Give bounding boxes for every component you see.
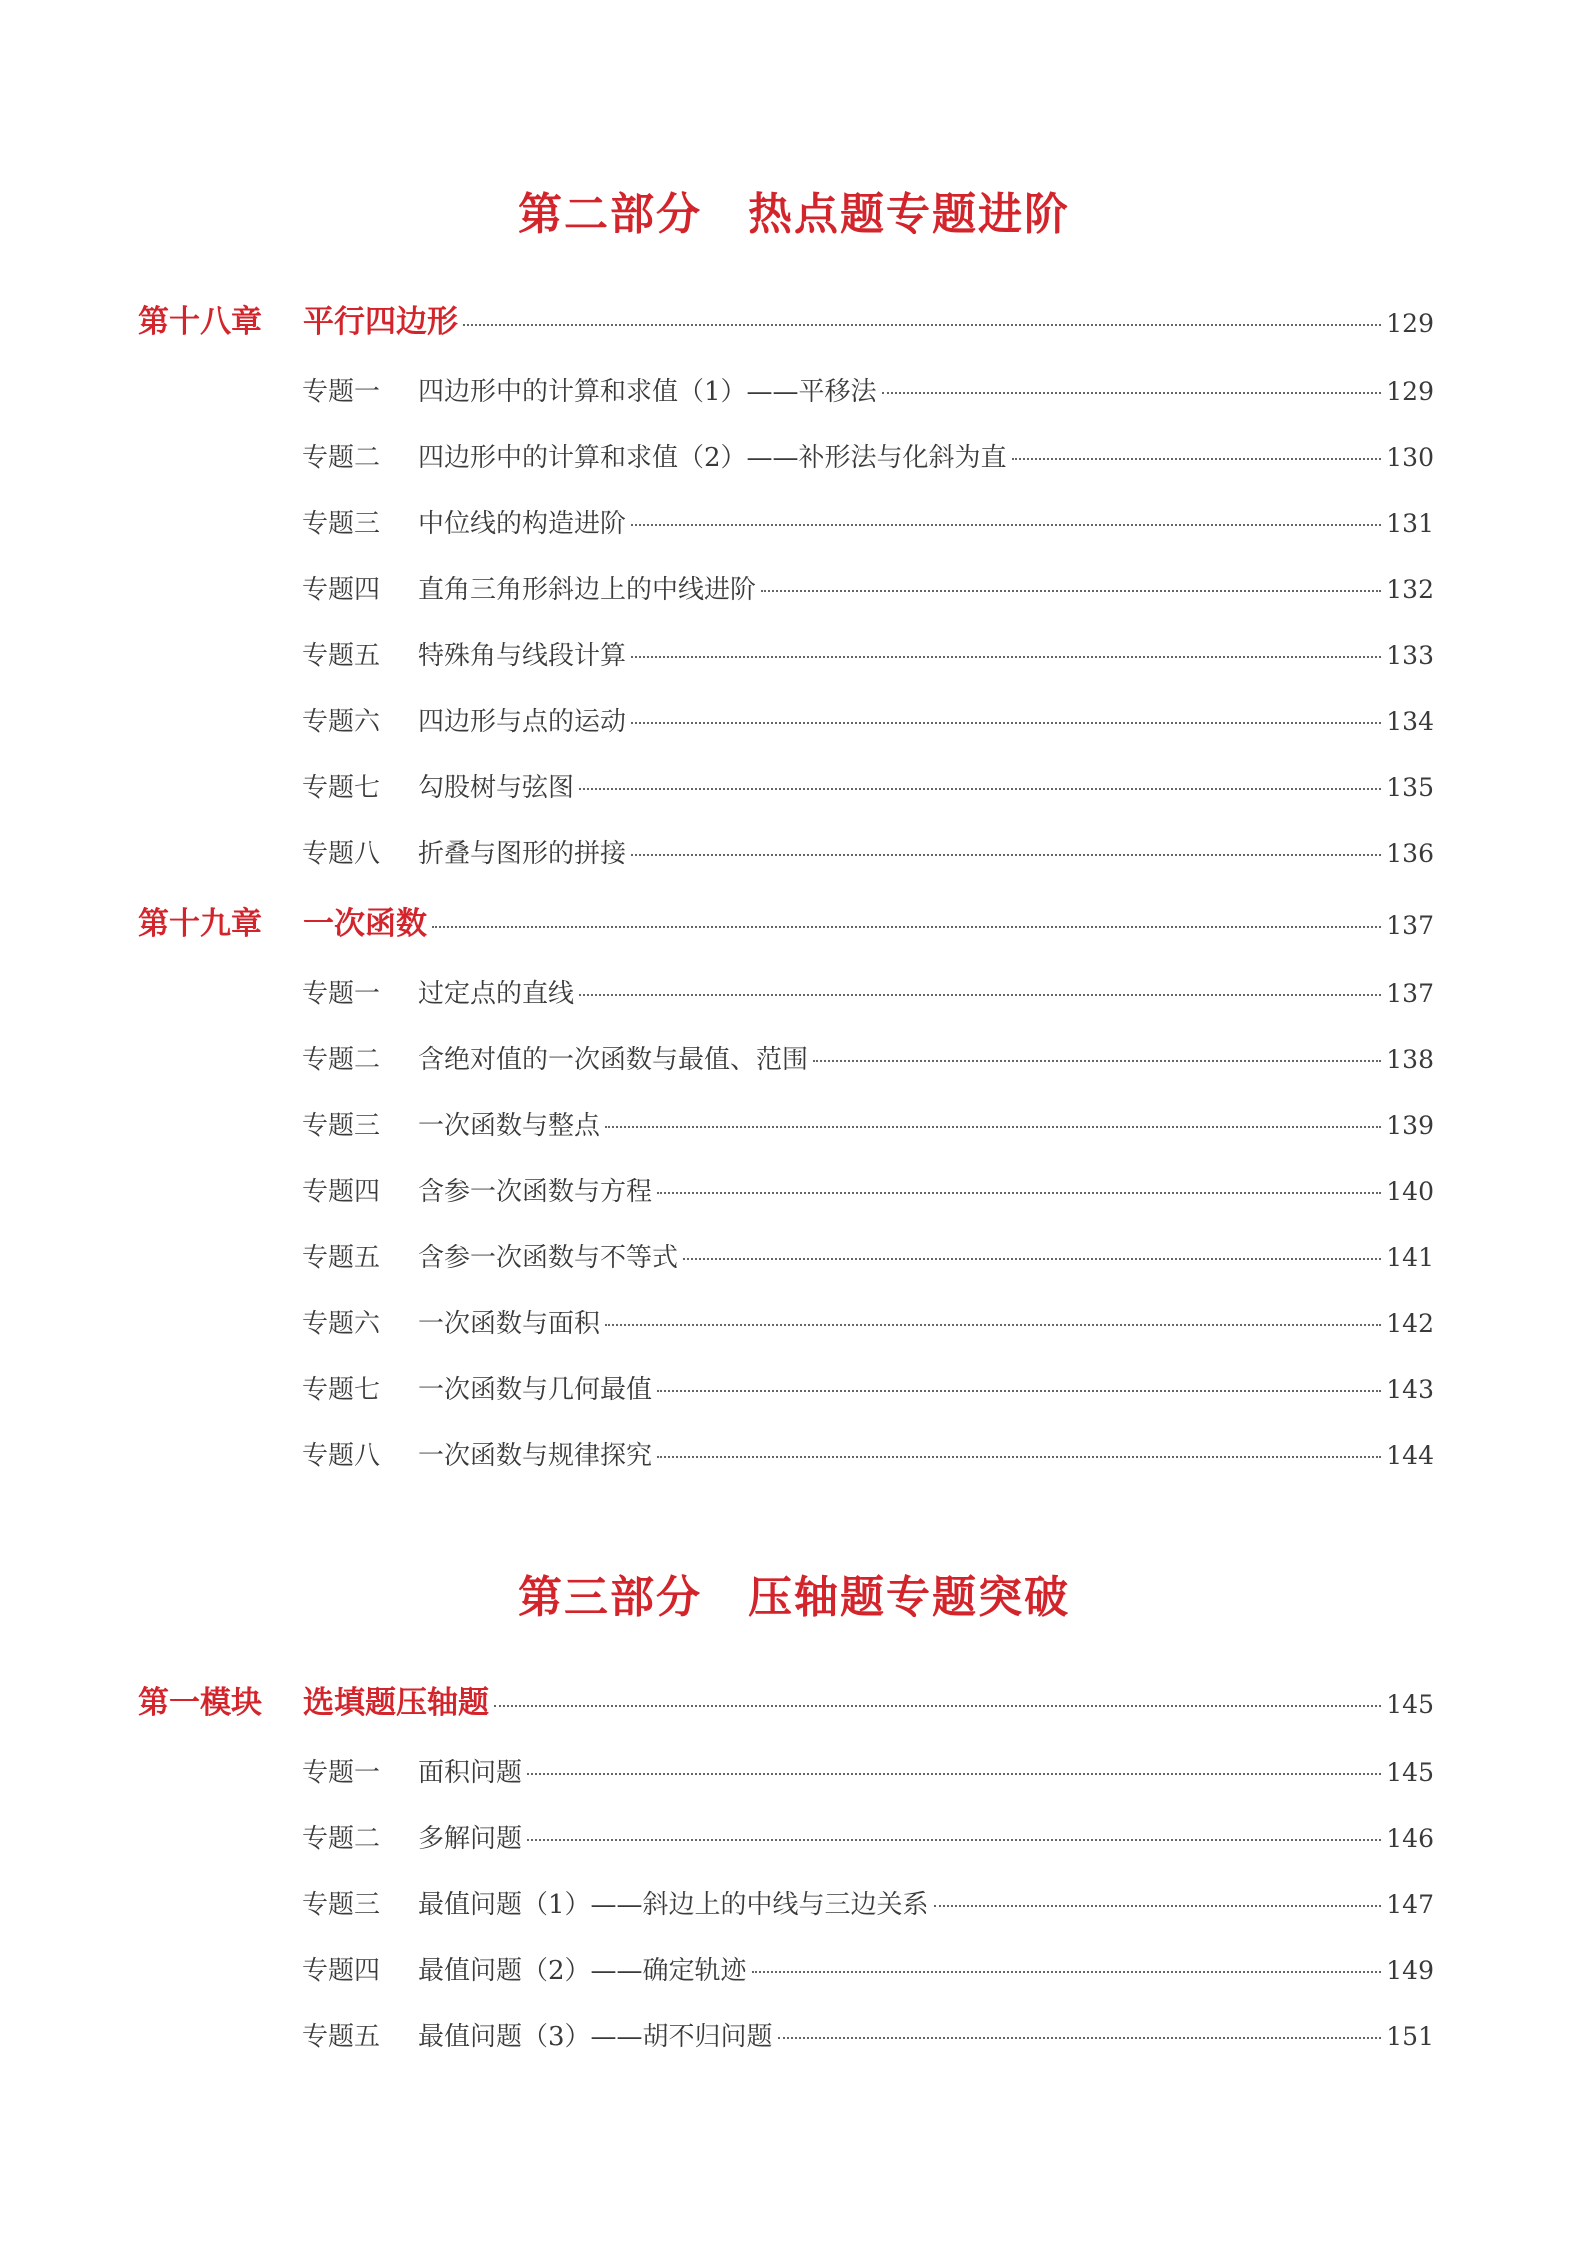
page-number: 143 (1386, 1375, 1434, 1404)
page-number: 137 (1386, 979, 1434, 1008)
topic-label: 专题八 (302, 1441, 381, 1471)
topic-title: 直角三角形斜边上的中线进阶 (418, 575, 757, 605)
chapter-label: 第十九章 (138, 906, 262, 942)
page-number: 130 (1386, 443, 1434, 472)
dot-leader (631, 722, 1381, 724)
topic-entry[interactable] (302, 1818, 1434, 1855)
topic-title: 中位线的构造进阶 (418, 509, 627, 539)
topic-entry[interactable] (302, 833, 1434, 870)
topic-title: 面积问题 (418, 1758, 523, 1788)
topic-title: 过定点的直线 (418, 979, 575, 1009)
dot-leader (934, 1905, 1382, 1907)
chapter-entry[interactable] (138, 296, 1434, 341)
topic-entry[interactable] (302, 1435, 1434, 1472)
dot-leader (579, 994, 1381, 996)
topic-label: 专题六 (302, 1309, 381, 1339)
topic-title: 四边形中的计算和求值（2）——补形法与化斜为直 (418, 443, 1007, 473)
dot-leader (657, 1390, 1381, 1392)
module-label: 第一模块 (138, 1685, 262, 1721)
topic-title: 含绝对值的一次函数与最值、范围 (418, 1045, 809, 1075)
dot-leader (752, 1971, 1382, 1973)
topic-entry[interactable] (302, 371, 1434, 408)
dot-leader (631, 656, 1381, 658)
page-number: 146 (1386, 1824, 1434, 1853)
topic-title: 四边形中的计算和求值（1）——平移法 (418, 377, 877, 407)
topic-label: 专题三 (302, 509, 381, 539)
page-number: 131 (1386, 509, 1434, 538)
dot-leader (882, 392, 1382, 394)
page-number: 138 (1386, 1045, 1434, 1074)
topic-label: 专题四 (302, 1956, 381, 1986)
topic-title: 最值问题（2）——确定轨迹 (418, 1956, 747, 1986)
topic-label: 专题五 (302, 2022, 381, 2052)
part-title: 第三部分 压轴题专题突破 (518, 1572, 1070, 1623)
topic-title: 勾股树与弦图 (418, 773, 575, 803)
topic-label: 专题五 (302, 641, 381, 671)
chapter-title: 一次函数 (303, 906, 427, 942)
topic-label: 专题七 (302, 1375, 381, 1405)
topic-label: 专题二 (302, 1824, 381, 1854)
topic-entry[interactable] (302, 973, 1434, 1010)
topic-title: 特殊角与线段计算 (418, 641, 627, 671)
topic-title: 一次函数与整点 (418, 1111, 601, 1141)
topic-label: 专题四 (302, 1177, 381, 1207)
topic-label: 专题三 (302, 1111, 381, 1141)
dot-leader (605, 1126, 1381, 1128)
dot-leader (778, 2037, 1382, 2039)
part-title: 第二部分 热点题专题进阶 (518, 189, 1070, 240)
topic-entry[interactable] (302, 1950, 1434, 1987)
page-number: 142 (1386, 1309, 1434, 1338)
topic-label: 专题五 (302, 1243, 381, 1273)
page-number: 144 (1386, 1441, 1434, 1470)
topic-entry[interactable] (302, 1303, 1434, 1340)
page-number: 132 (1386, 575, 1434, 604)
page-number: 149 (1386, 1956, 1434, 1985)
topic-title: 一次函数与面积 (418, 1309, 601, 1339)
page-number: 133 (1386, 641, 1434, 670)
dot-leader (657, 1456, 1381, 1458)
page-number: 135 (1386, 773, 1434, 802)
topic-entry[interactable] (302, 701, 1434, 738)
topic-entry[interactable] (302, 767, 1434, 804)
chapter-entry[interactable] (138, 1677, 1434, 1722)
page-number: 145 (1386, 1758, 1434, 1787)
topic-title: 最值问题（1）——斜边上的中线与三边关系 (418, 1890, 929, 1920)
topic-entry[interactable] (302, 1039, 1434, 1076)
chapter-title: 平行四边形 (303, 304, 458, 340)
dot-leader (683, 1258, 1381, 1260)
topic-label: 专题三 (302, 1890, 381, 1920)
dot-leader (1012, 458, 1382, 460)
chapter-label: 第十八章 (138, 304, 262, 340)
dot-leader (631, 524, 1381, 526)
dot-leader (813, 1060, 1381, 1062)
page-number: 139 (1386, 1111, 1434, 1140)
topic-entry[interactable] (302, 2016, 1434, 2053)
page-number: 140 (1386, 1177, 1434, 1206)
chapter-entry[interactable] (138, 898, 1434, 943)
topic-title: 四边形与点的运动 (418, 707, 627, 737)
dot-leader (631, 854, 1381, 856)
dot-leader (657, 1192, 1381, 1194)
topic-title: 含参一次函数与不等式 (418, 1243, 679, 1273)
topic-entry[interactable] (302, 1752, 1434, 1789)
topic-label: 专题一 (302, 377, 381, 407)
topic-label: 专题七 (302, 773, 381, 803)
page-number: 129 (1386, 309, 1434, 338)
dot-leader (527, 1773, 1381, 1775)
topic-label: 专题二 (302, 1045, 381, 1075)
topic-label: 专题一 (302, 979, 381, 1009)
topic-entry[interactable] (302, 569, 1434, 606)
topic-entry[interactable] (302, 635, 1434, 672)
topic-label: 专题八 (302, 839, 381, 869)
dot-leader (605, 1324, 1381, 1326)
topic-title: 含参一次函数与方程 (418, 1177, 653, 1207)
page-number: 147 (1386, 1890, 1434, 1919)
topic-label: 专题一 (302, 1758, 381, 1788)
dot-leader (761, 590, 1381, 592)
dot-leader (579, 788, 1381, 790)
topic-title: 最值问题（3）——胡不归问题 (418, 2022, 773, 2052)
dot-leader (527, 1839, 1381, 1841)
topic-label: 专题六 (302, 707, 381, 737)
module-title: 选填题压轴题 (303, 1685, 489, 1721)
page-number: 129 (1386, 377, 1434, 406)
topic-entry[interactable] (302, 503, 1434, 540)
dot-leader (463, 324, 1381, 326)
dot-leader (494, 1705, 1381, 1707)
page-number: 141 (1386, 1243, 1434, 1272)
page-number: 136 (1386, 839, 1434, 868)
page-number: 134 (1386, 707, 1434, 736)
page-number: 145 (1386, 1690, 1434, 1719)
topic-entry[interactable] (302, 1171, 1434, 1208)
topic-entry[interactable] (302, 1884, 1434, 1921)
topic-label: 专题二 (302, 443, 381, 473)
topic-title: 多解问题 (418, 1824, 523, 1854)
page-number: 137 (1386, 911, 1434, 940)
topic-entry[interactable] (302, 1369, 1434, 1406)
topic-entry[interactable] (302, 1105, 1434, 1142)
topic-entry[interactable] (302, 437, 1434, 474)
topic-title: 一次函数与规律探究 (418, 1441, 653, 1471)
topic-entry[interactable] (302, 1237, 1434, 1274)
topic-title: 一次函数与几何最值 (418, 1375, 653, 1405)
topic-label: 专题四 (302, 575, 381, 605)
dot-leader (432, 926, 1381, 928)
topic-title: 折叠与图形的拼接 (418, 839, 627, 869)
page-number: 151 (1386, 2022, 1434, 2051)
